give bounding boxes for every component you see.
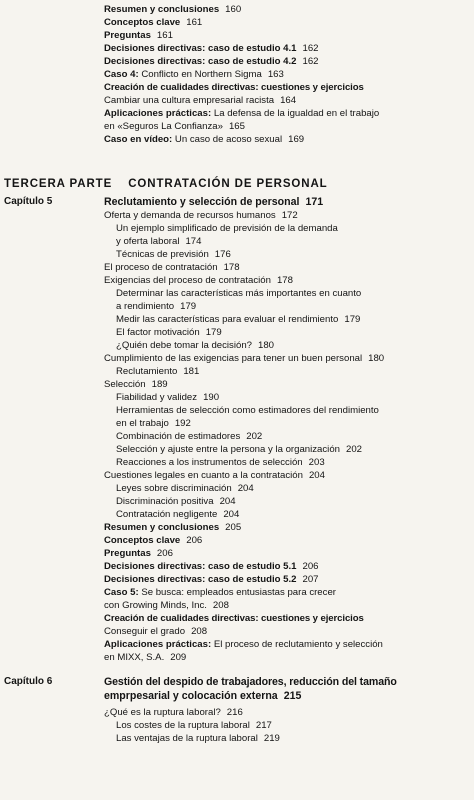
toc-entry: El proceso de contratación 178: [104, 262, 240, 273]
toc-entry: ¿Qué es la ruptura laboral? 216: [104, 707, 243, 718]
toc-entry: Preguntas 161: [104, 30, 173, 41]
toc-entry: Combinación de estimadores 202: [116, 431, 263, 442]
toc-entry: Medir las características para evaluar el rendimiento 179: [116, 314, 361, 325]
toc-entry: El factor motivación 179: [116, 327, 222, 338]
toc-entry: Conceptos clave 161: [104, 17, 203, 28]
toc-entry: Un ejemplo simplificado de previsión de la demanda: [116, 223, 338, 234]
toc-entry: Técnicas de previsión 176: [116, 249, 231, 260]
toc-entry: Discriminación positiva 204: [116, 496, 236, 507]
toc-entry: Leyes sobre discriminación 204: [116, 483, 254, 494]
toc-entry: Conseguir el grado 208: [104, 626, 208, 637]
toc-entry: Decisiones directivas: caso de estudio 4.2 162: [104, 56, 319, 67]
toc-entry: Resumen y conclusiones 160: [104, 4, 242, 15]
chapter-title: emprpesarial y colocación externa 215: [104, 690, 302, 702]
toc-entry: Determinar las características más importantes en cuanto: [116, 288, 362, 299]
toc-entry: en «Seguros La Confianza» 165: [104, 121, 245, 132]
toc-entry: y oferta laboral 174: [116, 236, 202, 247]
chapter-label: Capítulo 6: [4, 676, 53, 687]
toc-entry: Reclutamiento 181: [116, 366, 200, 377]
toc-entry: en el trabajo 192: [116, 418, 191, 429]
toc-entry: Resumen y conclusiones 205: [104, 522, 242, 533]
toc-entry: a rendimiento 179: [116, 301, 197, 312]
chapter-label: Capítulo 5: [4, 196, 53, 207]
toc-entry: Aplicaciones prácticas: El proceso de reclutamiento y selección: [104, 639, 383, 650]
toc-entry: ¿Quién debe tomar la decisión? 180: [116, 340, 275, 351]
toc-entry: Herramientas de selección como estimadores del rendimiento: [116, 405, 379, 416]
toc-entry: Reacciones a los instrumentos de selección 203: [116, 457, 325, 468]
toc-entry: Caso en vídeo: Un caso de acoso sexual 169: [104, 134, 305, 145]
toc-entry: Decisiones directivas: caso de estudio 4.1 162: [104, 43, 319, 54]
toc-entry: Las ventajas de la ruptura laboral 219: [116, 733, 280, 744]
toc-entry: Caso 4: Conflicto en Northern Sigma 163: [104, 69, 284, 80]
chapter-title: Reclutamiento y selección de personal 171: [104, 196, 324, 208]
toc-entry: Preguntas 206: [104, 548, 173, 559]
toc-entry: Cuestiones legales en cuanto a la contratación 204: [104, 470, 325, 481]
toc-entry: Fiabilidad y validez 190: [116, 392, 220, 403]
toc-entry: Creación de cualidades directivas: cuestiones y ejercicios: [104, 82, 364, 93]
toc-entry: Exigencias del proceso de contratación 178: [104, 275, 293, 286]
toc-entry: Oferta y demanda de recursos humanos 172: [104, 210, 298, 221]
toc-entry: Conceptos clave 206: [104, 535, 203, 546]
toc-entry: Contratación negligente 204: [116, 509, 240, 520]
toc-entry: Selección 189: [104, 379, 168, 390]
toc-entry: en MIXX, S.A. 209: [104, 652, 187, 663]
chapter-title: Gestión del despido de trabajadores, reducción del tamaño: [104, 676, 397, 688]
toc-entry: Los costes de la ruptura laboral 217: [116, 720, 272, 731]
toc-entry: Aplicaciones prácticas: La defensa de la igualdad en el trabajo: [104, 108, 380, 119]
toc-entry: Cambiar una cultura empresarial racista 164: [104, 95, 297, 106]
toc-entry: Cumplimiento de las exigencias para tener un buen personal 180: [104, 353, 385, 364]
toc-entry: con Growing Minds, Inc. 208: [104, 600, 229, 611]
toc-entry: Creación de cualidades directivas: cuestiones y ejercicios: [104, 613, 364, 624]
toc-entry: Decisiones directivas: caso de estudio 5.1 206: [104, 561, 319, 572]
toc-entry: Decisiones directivas: caso de estudio 5.2 207: [104, 574, 319, 585]
toc-entry: Selección y ajuste entre la persona y la organización 202: [116, 444, 363, 455]
toc-entry: Caso 5: Se busca: empleados entusiastas para crecer: [104, 587, 336, 598]
part-heading: TERCERA PARTE CONTRATACIÓN DE PERSONAL: [4, 178, 328, 190]
